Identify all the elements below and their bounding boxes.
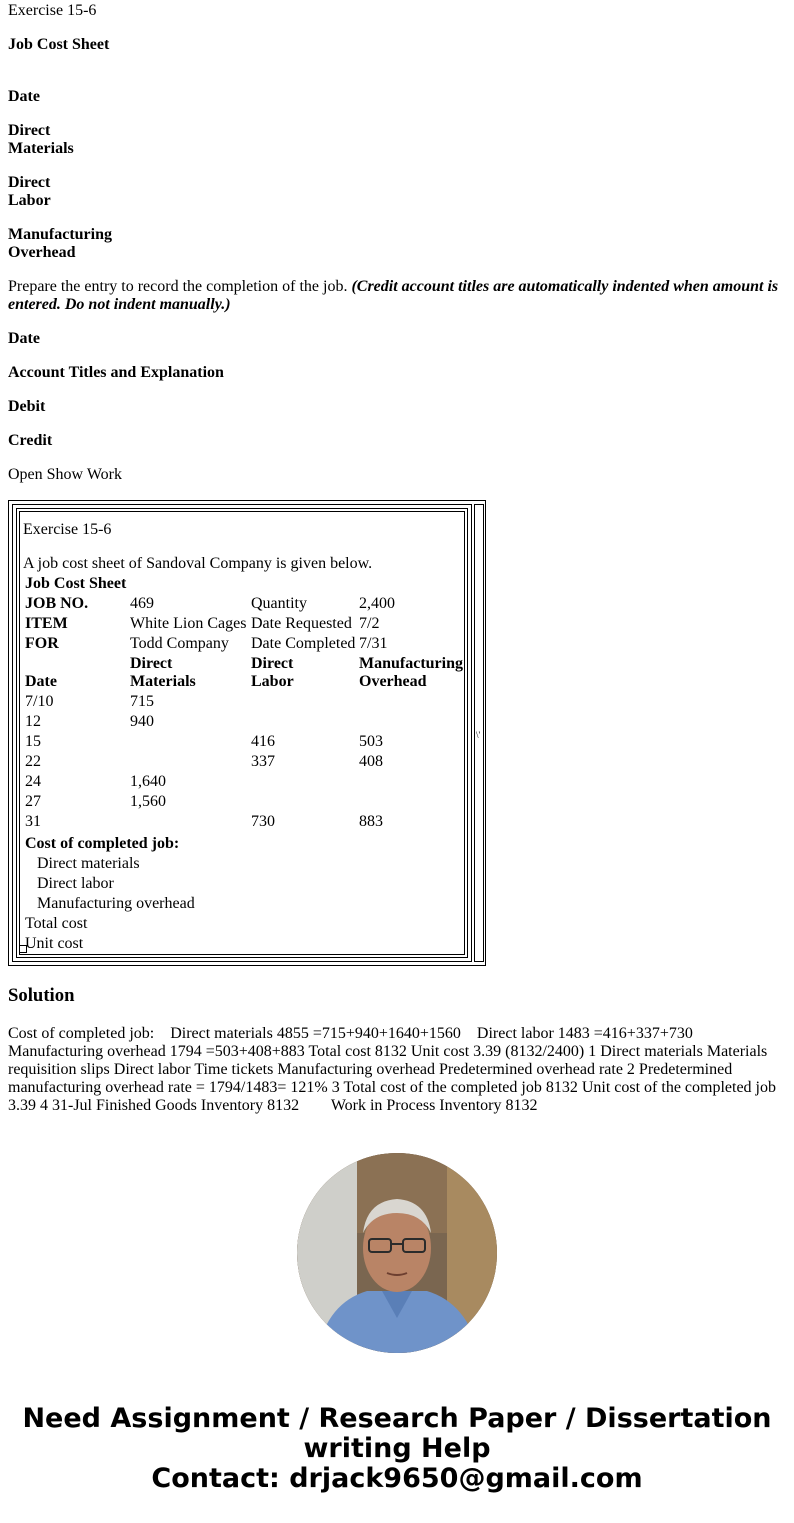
- problem-sheet-title: Job Cost Sheet: [25, 575, 127, 592]
- problem-col-mo-2: Overhead: [359, 673, 427, 690]
- problem-intro: A job cost sheet of Sandoval Company is given below.: [23, 555, 373, 572]
- footer-contact-email[interactable]: Contact: drjack9650@gmail.com: [151, 1463, 643, 1494]
- row-mo: 503: [359, 733, 383, 750]
- footer-line-2: writing Help: [303, 1433, 491, 1464]
- row-dm: 940: [130, 713, 154, 730]
- problem-frame: [8, 500, 486, 966]
- row-date: 15: [25, 733, 41, 750]
- row-date: 31: [25, 813, 41, 830]
- item-label: ITEM: [25, 615, 68, 632]
- job-no-label: JOB NO.: [25, 595, 89, 612]
- completion-prompt: Prepare the entry to record the completion of the job. (Credit account titles are automatically indented when amount is entered. Do not indent manually.): [8, 278, 779, 313]
- row-dm: 1,560: [130, 793, 166, 810]
- row-dl: 337: [251, 753, 275, 770]
- cost-manufacturing-overhead: Manufacturing overhead: [37, 895, 195, 912]
- unit-cost-label: Unit cost: [25, 935, 84, 952]
- exercise-title: Exercise 15-6: [8, 2, 97, 19]
- item-value: White Lion Cages: [130, 615, 247, 632]
- solution-text: Cost of completed job: Direct materials 4855 =715+940+1640+1560 Direct labor 1483 =416+337+730 Manufacturing overhead 1794 =503+408+883 Total cost 8132 Unit cost 3.39 (8132/2400) 1 Direct materials Materials requisition slips Direct labor Time tickets Manufacturing overhead Predetermined overhead rate 2 Predetermined manufacturing overhead rate = 1794/1483= 121% 3 Total cost of the completed job 8132 Unit cost of the completed job 3.39 4 31-Jul Finished Goods Inventory 8132 Work in Process Inventory 8132: [8, 1025, 780, 1114]
- row-dl: 730: [251, 813, 275, 830]
- footer-contact: [0, 1404, 794, 1494]
- row-date: 24: [25, 773, 41, 790]
- row-dl: 416: [251, 733, 275, 750]
- scrollbar[interactable]: [474, 504, 484, 962]
- cost-direct-materials: Direct materials: [37, 855, 140, 872]
- problem-col-date: Date: [25, 673, 57, 690]
- date-requested-value: 7/2: [359, 615, 380, 632]
- entry-header-account: Account Titles and Explanation: [8, 364, 224, 381]
- date-completed-label: Date Completed: [251, 635, 356, 652]
- cost-of-completed-job-label: Cost of completed job:: [25, 835, 180, 852]
- author-avatar: [297, 1153, 497, 1353]
- entry-header-credit: Credit: [8, 432, 53, 449]
- person-portrait-icon: [297, 1153, 497, 1353]
- total-cost-label: Total cost: [25, 915, 88, 932]
- row-date: 12: [25, 713, 41, 730]
- entry-header-debit: Debit: [8, 398, 46, 415]
- date-completed-value: 7/31: [359, 635, 388, 652]
- indent-note: (Credit account titles are automatically indented when amount is entered. Do not indent manually.): [8, 278, 779, 313]
- date-requested-label: Date Requested: [251, 615, 352, 632]
- row-dm: 1,640: [130, 773, 166, 790]
- row-mo: 883: [359, 813, 383, 830]
- row-date: 27: [25, 793, 41, 810]
- problem-content: [19, 511, 465, 955]
- problem-col-dl-1: Direct: [251, 655, 294, 672]
- column-direct-materials: Direct Materials: [8, 122, 74, 157]
- row-mo: 408: [359, 753, 383, 770]
- problem-col-dm-2: Materials: [130, 673, 196, 690]
- column-date: Date: [8, 88, 40, 105]
- problem-col-dm-1: Direct: [130, 655, 173, 672]
- quantity-value: 2,400: [359, 595, 395, 612]
- column-manufacturing-overhead: Manufacturing Overhead: [8, 226, 112, 261]
- quantity-label: Quantity: [251, 595, 307, 612]
- row-date: 22: [25, 753, 41, 770]
- problem-col-mo-1: Manufacturing: [359, 655, 463, 672]
- problem-col-dl-2: Labor: [251, 673, 294, 690]
- row-date: 7/10: [25, 693, 54, 710]
- for-value: Todd Company: [130, 635, 229, 652]
- solution-heading: Solution: [8, 985, 75, 1006]
- row-dm: 715: [130, 693, 154, 710]
- job-no-value: 469: [130, 595, 154, 612]
- scroll-mark: \': [476, 730, 481, 740]
- open-show-work-link[interactable]: Open Show Work: [8, 466, 122, 483]
- job-cost-sheet-title: Job Cost Sheet: [8, 36, 110, 53]
- problem-exercise-title: Exercise 15-6: [23, 521, 112, 538]
- column-direct-labor: Direct Labor: [8, 174, 51, 209]
- footer-line-1: Need Assignment / Research Paper / Dissertation: [22, 1403, 772, 1434]
- cost-direct-labor: Direct labor: [37, 875, 114, 892]
- resize-handle-icon[interactable]: [19, 945, 27, 953]
- for-label: FOR: [25, 635, 59, 652]
- entry-header-date: Date: [8, 330, 40, 347]
